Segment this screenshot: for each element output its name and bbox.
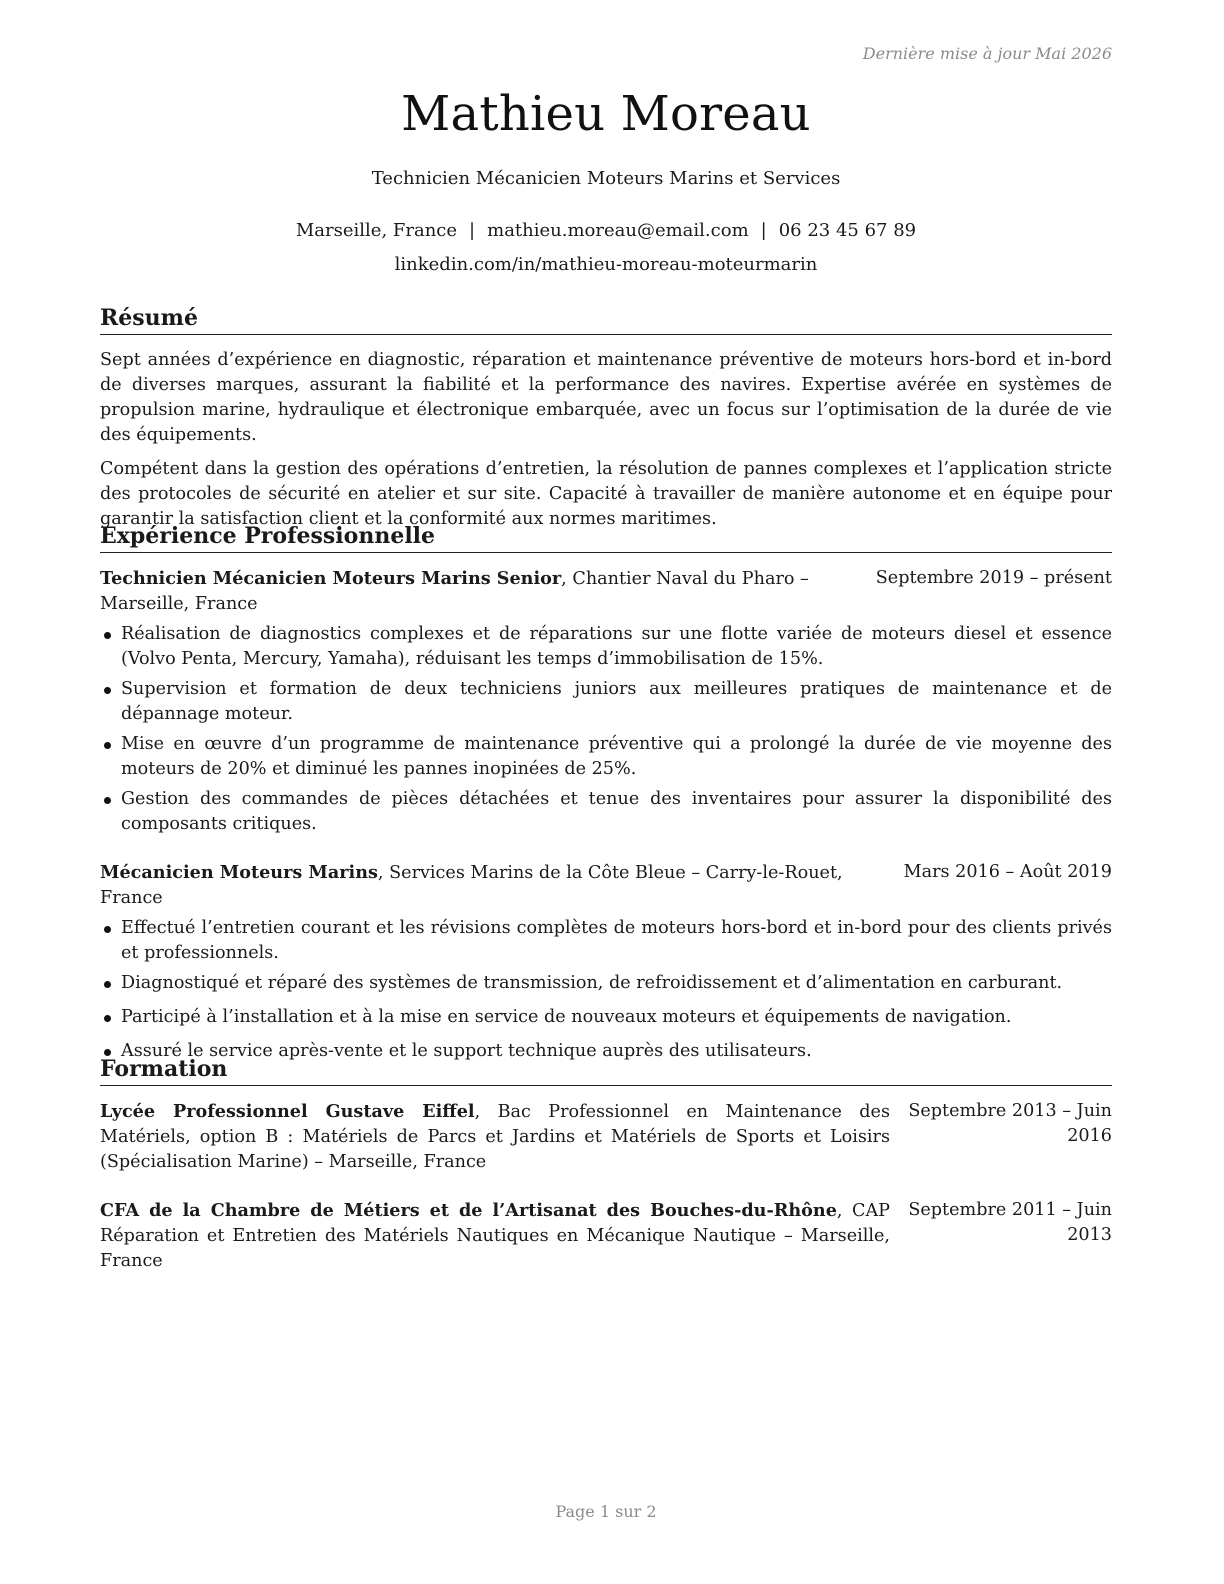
bullet-text: Assuré le service après-vente et le support technique auprès des utilisateurs. xyxy=(121,1041,812,1061)
resume-page xyxy=(100,0,1112,1584)
candidate-name: Mathieu Moreau xyxy=(401,86,811,142)
bullet-icon xyxy=(104,797,111,804)
job-bullets xyxy=(100,916,1112,1064)
bullet-icon xyxy=(104,1015,111,1022)
degree-detail: , Bac Professionnel en Maintenance des Matériels, option B : Matériels de Parcs et Jardins et Matériels de Sports et Loisirs (Spécialisation Marine) – Marseille, France xyxy=(100,1102,890,1172)
list-item xyxy=(100,677,1112,727)
list-item xyxy=(100,732,1112,782)
job-company: , Chantier Naval du Pharo – Marseille, France xyxy=(100,569,809,614)
job-company: , Services Marins de la Côte Bleue – Carry-le-Rouet, France xyxy=(100,863,843,908)
contact-separator: | xyxy=(760,220,767,241)
bullet-text: Mise en œuvre d’un programme de maintenance préventive qui a prolongé la durée de vie moyenne des moteurs de 20% et diminué les pannes inopinées de 25%. xyxy=(121,734,1112,779)
job-dates: Mars 2016 – Août 2019 xyxy=(903,862,1112,882)
contact-separator: | xyxy=(469,220,476,241)
job-role xyxy=(100,860,904,911)
candidate-headline: Technicien Mécanicien Moteurs Marins et Services xyxy=(371,168,841,189)
degree-detail: , CAP Réparation et Entretien des Matériels Nautiques en Mécanique Nautique – Marseille, France xyxy=(100,1201,890,1271)
education-dates: Septembre 2013 – Juin 2016 xyxy=(908,1101,1112,1146)
last-updated: Dernière mise à jour Mai 2026 xyxy=(862,44,1112,63)
bullet-icon xyxy=(104,687,111,694)
list-item xyxy=(100,916,1112,966)
list-item xyxy=(100,1005,1112,1030)
section-heading-experience: Expérience Professionnelle xyxy=(100,522,1112,553)
list-item xyxy=(100,622,1112,672)
job-title: Mécanicien Moteurs Marins xyxy=(100,862,378,883)
bullet-icon xyxy=(104,981,111,988)
bullet-text: Diagnostiqué et réparé des systèmes de transmission, de refroidissement et d’alimentation en carburant. xyxy=(121,973,1063,993)
contact-email[interactable]: mathieu.moreau@email.com xyxy=(487,220,749,241)
education-dates: Septembre 2011 – Juin 2013 xyxy=(908,1200,1112,1245)
list-item xyxy=(100,971,1112,996)
experience-section xyxy=(100,522,1112,1064)
bullet-icon xyxy=(104,742,111,749)
summary-paragraph: Compétent dans la gestion des opérations d’entretien, la résolution de pannes complexes et l’application stricte des protocoles de sécurité en atelier et sur site. Capacité à travailler de manière autonome et en équipe pour garantir la satisfaction client et la conformité aux normes maritimes. xyxy=(100,459,1112,529)
contact-location: Marseille, France xyxy=(295,220,458,241)
contact-phone[interactable]: 06 23 45 67 89 xyxy=(778,220,917,241)
education-detail-block xyxy=(100,1099,890,1175)
page-number: Page 1 sur 2 xyxy=(555,1502,657,1521)
education-detail-block xyxy=(100,1198,890,1274)
job-dates: Septembre 2019 – présent xyxy=(875,568,1112,588)
job-header xyxy=(100,566,1112,617)
job-title: Technicien Mécanicien Moteurs Marins Senior xyxy=(100,568,562,589)
bullet-text: Gestion des commandes de pièces détachées et tenue des inventaires pour assurer la disponibilité des composants critiques. xyxy=(121,789,1112,834)
job-role xyxy=(100,566,876,617)
bullet-text: Supervision et formation de deux techniciens juniors aux meilleures pratiques de maintenance et de dépannage moteur. xyxy=(121,679,1112,724)
school-name: CFA de la Chambre de Métiers et de l’Artisanat des Bouches-du-Rhône xyxy=(100,1200,837,1221)
bullet-text: Réalisation de diagnostics complexes et de réparations sur une flotte variée de moteurs diesel et essence (Volvo Penta, Mercury, Yamaha), réduisant les temps d’immobilisation de 15%. xyxy=(121,624,1112,669)
summary-paragraph: Sept années d’expérience en diagnostic, réparation et maintenance préventive de moteurs hors-bord et in-bord de diverses marques, assurant la fiabilité et la performance des navires. Expertise avérée en systèmes de propulsion marine, hydraulique et électronique embarquée, avec un focus sur l’optimisation de la durée de vie des équipements. xyxy=(100,350,1112,445)
education-entry xyxy=(100,1099,1112,1175)
job-entry xyxy=(100,566,1112,837)
contact-linkedin[interactable]: linkedin.com/in/mathieu-moreau-moteurmarin xyxy=(394,254,818,275)
bullet-icon xyxy=(104,632,111,639)
school-name: Lycée Professionnel Gustave Eiffel xyxy=(100,1101,475,1122)
job-bullets xyxy=(100,622,1112,837)
bullet-text: Effectué l’entretien courant et les révisions complètes de moteurs hors-bord et in-bord pour des clients privés et professionnels. xyxy=(121,918,1112,963)
contact-line xyxy=(100,220,1112,241)
section-heading-summary: Résumé xyxy=(100,304,1112,335)
job-header xyxy=(100,860,1112,911)
summary-section xyxy=(100,304,1112,532)
list-item xyxy=(100,787,1112,837)
job-entry xyxy=(100,860,1112,1064)
education-entry xyxy=(100,1198,1112,1274)
section-heading-education: Formation xyxy=(100,1055,1112,1086)
education-section xyxy=(100,1055,1112,1274)
bullet-text: Participé à l’installation et à la mise en service de nouveaux moteurs et équipements de navigation. xyxy=(121,1007,1012,1027)
bullet-icon xyxy=(104,926,111,933)
